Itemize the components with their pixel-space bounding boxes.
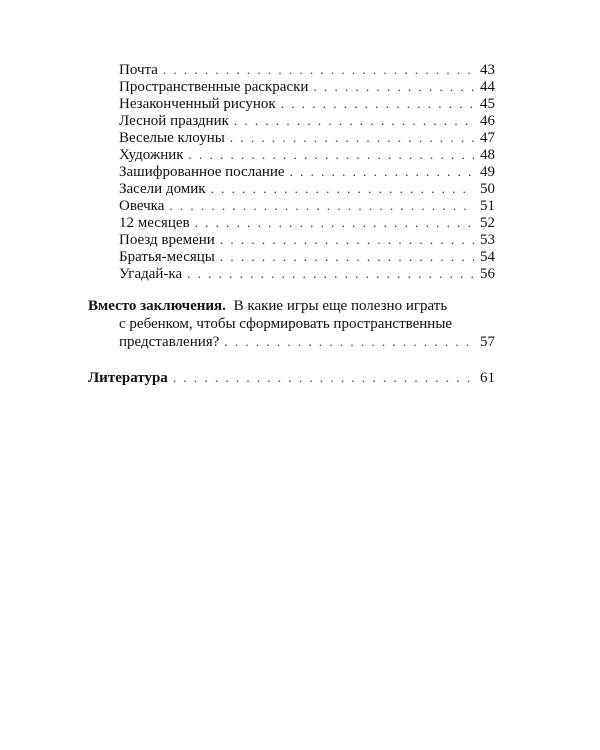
leader-dots: [195, 214, 474, 232]
literature-entry: [88, 369, 495, 387]
toc-entry-page: 51: [480, 198, 495, 214]
toc-entry-title: Почта: [119, 62, 158, 78]
literature-title: Литература: [88, 370, 168, 386]
leader-dots: [220, 248, 474, 266]
toc-entry-page: 43: [480, 62, 495, 78]
toc-entry: [119, 265, 495, 283]
conclusion-second-line: [119, 315, 452, 333]
toc-entry-title: Овечка: [119, 198, 165, 214]
conclusion-text-line1: В какие игры еще полезно играть: [233, 298, 448, 314]
toc-entry: [119, 129, 495, 147]
conclusion-page: 57: [480, 334, 495, 350]
toc-entry-title: Лесной праздник: [119, 113, 229, 129]
toc-entry-page: 49: [480, 164, 495, 180]
leader-dots: [224, 333, 474, 351]
toc-entry-page: 56: [480, 266, 495, 282]
toc-entry-title: Братья-месяцы: [119, 249, 215, 265]
toc-entry-title: Зашифрованное послание: [119, 164, 285, 180]
leader-dots: [211, 180, 474, 198]
toc-entry: [119, 112, 495, 130]
toc-entry-page: 53: [480, 232, 495, 248]
leader-dots: [189, 146, 474, 164]
toc-entry-page: 48: [480, 147, 495, 163]
leader-dots: [220, 231, 474, 249]
toc-entry-page: 50: [480, 181, 495, 197]
leader-dots: [230, 129, 474, 147]
toc-entry: [119, 163, 495, 181]
toc-entry: [119, 95, 495, 113]
toc-entry-page: 47: [480, 130, 495, 146]
leader-dots: [234, 112, 474, 130]
toc-entry-title: Пространственные раскраски: [119, 79, 309, 95]
leader-dots: [173, 369, 474, 387]
toc-entry-title: Засели домик: [119, 181, 206, 197]
toc-entry-page: 45: [480, 96, 495, 112]
leader-dots: [290, 163, 474, 181]
leader-dots: [313, 78, 474, 96]
conclusion-text-line2: с ребенком, чтобы сформировать пространственные: [119, 316, 453, 332]
toc-entry-title: Незаконченный рисунок: [119, 96, 276, 112]
conclusion-first-line: [88, 297, 447, 315]
toc-entry-title: Поезд времени: [119, 232, 215, 248]
toc-entry: [119, 231, 495, 249]
leader-dots: [169, 197, 474, 215]
toc-entry-title: Угадай-ка: [119, 266, 183, 282]
toc-entry: [119, 214, 495, 232]
toc-entry: [119, 78, 495, 96]
leader-dots: [187, 265, 474, 283]
toc-entry-page: 52: [480, 215, 495, 231]
leader-dots: [163, 61, 474, 79]
literature-page: 61: [480, 370, 495, 386]
toc-entry: [119, 248, 495, 266]
toc-entry-title: Художник: [119, 147, 184, 163]
toc-entry-title: Веселые клоуны: [119, 130, 225, 146]
toc-entry-page: 54: [480, 249, 495, 265]
toc-entry: [119, 197, 495, 215]
toc-entry-page: 46: [480, 113, 495, 129]
conclusion-entry: [119, 333, 495, 351]
toc-entry: [119, 180, 495, 198]
conclusion-label: Вместо заключения.: [88, 298, 226, 314]
toc-entry: [119, 146, 495, 164]
toc-entry: [119, 61, 495, 79]
leader-dots: [281, 95, 474, 113]
toc-entry-title: 12 месяцев: [119, 215, 190, 231]
conclusion-text-line3: представления?: [119, 334, 220, 350]
toc-entry-page: 44: [480, 79, 495, 95]
